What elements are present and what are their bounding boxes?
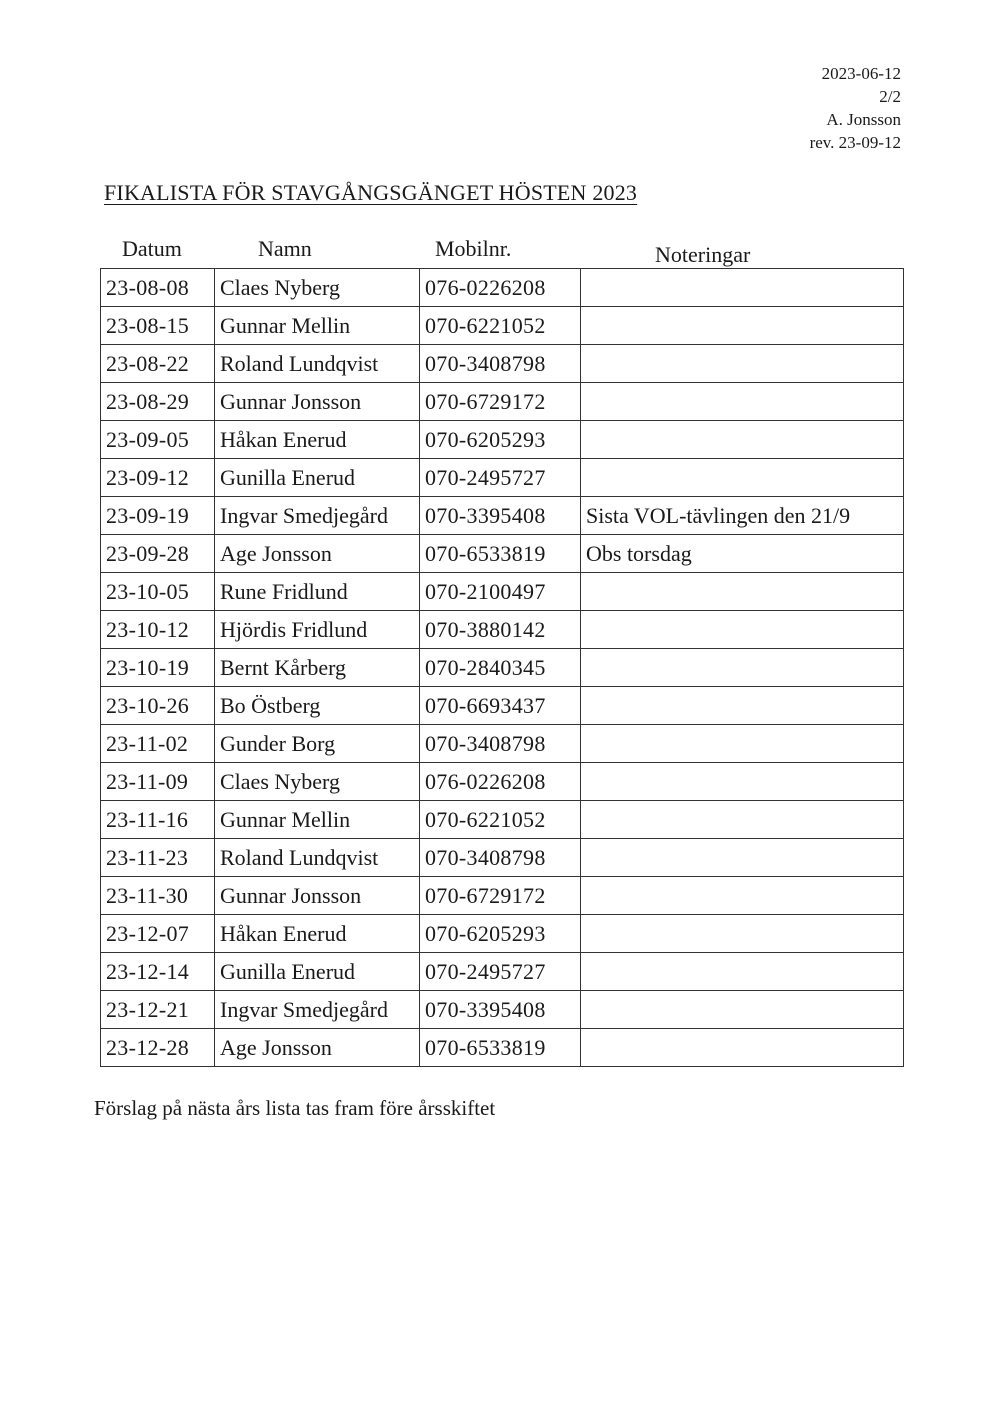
cell-phone: 070-6221052 bbox=[420, 307, 581, 345]
table-row bbox=[101, 535, 904, 573]
column-header-notes: Noteringar bbox=[655, 242, 751, 267]
cell-name: Bo Östberg bbox=[215, 687, 420, 725]
column-header-date: Datum bbox=[122, 236, 182, 261]
cell-name: Claes Nyberg bbox=[215, 269, 420, 307]
table-row bbox=[101, 383, 904, 421]
column-headers bbox=[0, 236, 1000, 270]
cell-phone: 070-3880142 bbox=[420, 611, 581, 649]
cell-note: Obs torsdag bbox=[581, 535, 904, 573]
table-row bbox=[101, 763, 904, 801]
cell-phone: 070-6205293 bbox=[420, 421, 581, 459]
cell-note bbox=[581, 763, 904, 801]
table-row bbox=[101, 877, 904, 915]
cell-date: 23-09-28 bbox=[101, 535, 215, 573]
table-row bbox=[101, 497, 904, 535]
cell-note bbox=[581, 421, 904, 459]
cell-name: Håkan Enerud bbox=[215, 915, 420, 953]
cell-phone: 076-0226208 bbox=[420, 269, 581, 307]
table-row bbox=[101, 421, 904, 459]
cell-name: Bernt Kårberg bbox=[215, 649, 420, 687]
cell-date: 23-10-05 bbox=[101, 573, 215, 611]
cell-name: Claes Nyberg bbox=[215, 763, 420, 801]
table-row bbox=[101, 991, 904, 1029]
cell-phone: 070-2100497 bbox=[420, 573, 581, 611]
cell-name: Gunilla Enerud bbox=[215, 459, 420, 497]
cell-date: 23-08-08 bbox=[101, 269, 215, 307]
table-row bbox=[101, 725, 904, 763]
cell-name: Gunilla Enerud bbox=[215, 953, 420, 991]
document-meta bbox=[810, 62, 901, 154]
cell-phone: 070-3395408 bbox=[420, 497, 581, 535]
cell-phone: 070-6533819 bbox=[420, 1029, 581, 1067]
cell-date: 23-11-16 bbox=[101, 801, 215, 839]
roster-table bbox=[100, 268, 904, 1067]
cell-date: 23-12-28 bbox=[101, 1029, 215, 1067]
cell-date: 23-10-19 bbox=[101, 649, 215, 687]
cell-date: 23-10-12 bbox=[101, 611, 215, 649]
cell-phone: 070-2495727 bbox=[420, 459, 581, 497]
cell-note bbox=[581, 839, 904, 877]
table-row bbox=[101, 649, 904, 687]
cell-date: 23-11-23 bbox=[101, 839, 215, 877]
table-row bbox=[101, 953, 904, 991]
cell-date: 23-09-05 bbox=[101, 421, 215, 459]
cell-name: Age Jonsson bbox=[215, 535, 420, 573]
cell-name: Age Jonsson bbox=[215, 1029, 420, 1067]
column-header-phone: Mobilnr. bbox=[435, 236, 512, 261]
cell-note bbox=[581, 459, 904, 497]
author: A. Jonsson bbox=[826, 110, 901, 129]
cell-note bbox=[581, 687, 904, 725]
cell-phone: 070-2495727 bbox=[420, 953, 581, 991]
cell-date: 23-08-15 bbox=[101, 307, 215, 345]
cell-name: Ingvar Smedjegård bbox=[215, 991, 420, 1029]
cell-phone: 070-6221052 bbox=[420, 801, 581, 839]
column-header-name: Namn bbox=[258, 236, 312, 261]
table-row bbox=[101, 307, 904, 345]
table-row bbox=[101, 1029, 904, 1067]
cell-note bbox=[581, 383, 904, 421]
cell-name: Håkan Enerud bbox=[215, 421, 420, 459]
cell-name: Rune Fridlund bbox=[215, 573, 420, 611]
cell-date: 23-12-21 bbox=[101, 991, 215, 1029]
cell-phone: 070-3395408 bbox=[420, 991, 581, 1029]
table-row bbox=[101, 269, 904, 307]
cell-phone: 076-0226208 bbox=[420, 763, 581, 801]
cell-date: 23-08-29 bbox=[101, 383, 215, 421]
footer-note: Förslag på nästa års lista tas fram före årsskiftet bbox=[94, 1096, 496, 1120]
cell-note bbox=[581, 307, 904, 345]
table-row bbox=[101, 801, 904, 839]
cell-phone: 070-6729172 bbox=[420, 877, 581, 915]
cell-date: 23-11-30 bbox=[101, 877, 215, 915]
cell-name: Roland Lundqvist bbox=[215, 839, 420, 877]
cell-note bbox=[581, 877, 904, 915]
cell-note bbox=[581, 725, 904, 763]
document-date: 2023-06-12 bbox=[821, 64, 901, 83]
cell-note bbox=[581, 345, 904, 383]
cell-note bbox=[581, 915, 904, 953]
cell-name: Gunnar Jonsson bbox=[215, 877, 420, 915]
cell-phone: 070-6729172 bbox=[420, 383, 581, 421]
cell-date: 23-12-14 bbox=[101, 953, 215, 991]
cell-note bbox=[581, 953, 904, 991]
table-row bbox=[101, 573, 904, 611]
cell-phone: 070-2840345 bbox=[420, 649, 581, 687]
cell-note bbox=[581, 991, 904, 1029]
page-number: 2/2 bbox=[879, 87, 901, 106]
cell-note bbox=[581, 801, 904, 839]
roster-body bbox=[101, 269, 904, 1067]
document-title: FIKALISTA FÖR STAVGÅNGSGÄNGET HÖSTEN 2023 bbox=[104, 180, 638, 205]
cell-name: Roland Lundqvist bbox=[215, 345, 420, 383]
revision: rev. 23-09-12 bbox=[809, 133, 901, 152]
table-row bbox=[101, 611, 904, 649]
table-row bbox=[101, 839, 904, 877]
cell-phone: 070-3408798 bbox=[420, 839, 581, 877]
cell-name: Gunnar Jonsson bbox=[215, 383, 420, 421]
cell-note bbox=[581, 611, 904, 649]
cell-note: Sista VOL-tävlingen den 21/9 bbox=[581, 497, 904, 535]
cell-note bbox=[581, 269, 904, 307]
cell-note bbox=[581, 649, 904, 687]
cell-date: 23-12-07 bbox=[101, 915, 215, 953]
cell-date: 23-10-26 bbox=[101, 687, 215, 725]
cell-name: Ingvar Smedjegård bbox=[215, 497, 420, 535]
cell-name: Hjördis Fridlund bbox=[215, 611, 420, 649]
cell-date: 23-11-02 bbox=[101, 725, 215, 763]
cell-name: Gunnar Mellin bbox=[215, 801, 420, 839]
cell-note bbox=[581, 573, 904, 611]
table-row bbox=[101, 687, 904, 725]
cell-name: Gunnar Mellin bbox=[215, 307, 420, 345]
cell-date: 23-09-12 bbox=[101, 459, 215, 497]
cell-date: 23-08-22 bbox=[101, 345, 215, 383]
table-row bbox=[101, 459, 904, 497]
cell-phone: 070-6533819 bbox=[420, 535, 581, 573]
table-row bbox=[101, 345, 904, 383]
cell-date: 23-11-09 bbox=[101, 763, 215, 801]
cell-phone: 070-6693437 bbox=[420, 687, 581, 725]
table-row bbox=[101, 915, 904, 953]
cell-date: 23-09-19 bbox=[101, 497, 215, 535]
cell-name: Gunder Borg bbox=[215, 725, 420, 763]
cell-phone: 070-3408798 bbox=[420, 345, 581, 383]
cell-phone: 070-3408798 bbox=[420, 725, 581, 763]
cell-phone: 070-6205293 bbox=[420, 915, 581, 953]
cell-note bbox=[581, 1029, 904, 1067]
